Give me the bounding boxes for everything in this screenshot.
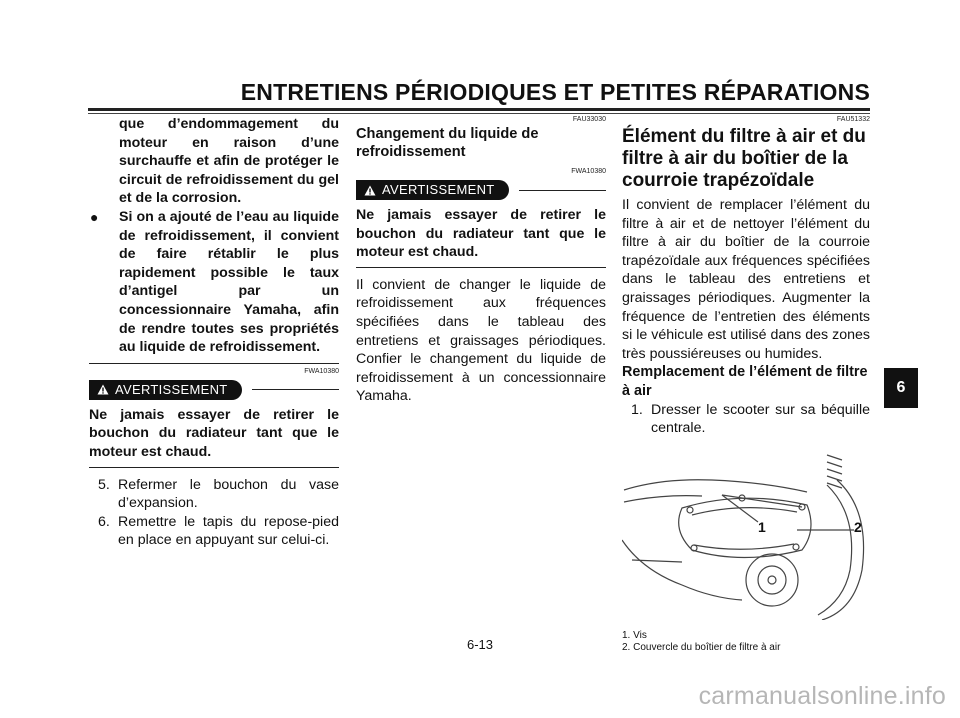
section-heading: Élément du filtre à air et du filtre à air du boîtier de la courroie trapézoïdale [622,126,866,191]
step-text: Refermer le bouchon du vase d’expansion. [118,476,339,512]
body-text: Il convient de remplacer l’élément du filtre à air et de nettoyer l’élément du filtre à air du boîtier de la courroie trapézoïdale aux fréquences spécifiées dans le tableau des entretiens et graissages périodiques. Augmenter la fréquence de l’entretien des éléments si le véhicule est utilisé dans des zones très poussiéreuses ou humides. [622,197,870,362]
bullet-item [89,208,339,357]
warning-text: Ne jamais essayer de retirer le bouchon du radiateur tant que le moteur est chaud. [356,207,606,261]
step-number: 1. [631,401,643,418]
warning-code: FWA10380 [304,367,339,375]
step-number: 5. [98,476,110,493]
bullet-text: Si on a ajouté de l’eau au liquide de refroidissement, il convient de faire rétablir le plus rapidement possible le taux d’antigel par un concessionnaire Yamaha, afin de rendre toutes ses propriétés au liquide de refroidissement. [119,208,339,356]
divider [89,467,339,468]
continued-bullet-text: que d’endommagement du moteur en raison d’une surchauffe et afin de protéger le circuit de refroidissement du gel et de la corrosion. [119,116,339,207]
callout-1: 1 [758,518,766,535]
subheading: Remplacement de l’élément de filtre à air [622,364,868,399]
step-text: Dresser le scooter sur sa béquille centrale. [651,401,870,437]
step-item [89,476,339,513]
page-number: 6-13 [466,637,494,652]
warning-triangle-icon [364,185,376,196]
section-heading: Changement du liquide de refroidissement [356,126,539,160]
page-header-title: ENTRETIENS PÉRIODIQUES ET PETITES RÉPARATIONS [240,79,870,105]
warning-line [519,190,607,191]
warning-banner [356,178,606,202]
step-text: Remettre le tapis du repose-pied en place en appuyant sur celui-ci. [118,513,339,549]
column-middle [356,115,606,406]
section-code: FAU51332 [836,116,870,123]
section-code: FAU33030 [572,116,606,123]
warning-label: AVERTISSEMENT [115,381,228,397]
step-item [622,401,870,438]
caption-line: 1. Vis [622,629,647,641]
warning-tag [89,380,242,400]
watermark: carmanualsonline.info [698,682,946,710]
warning-code: FWA10380 [571,168,606,175]
step-number: 6. [98,513,110,530]
warning-banner [89,378,339,402]
chapter-tab: 6 [884,368,918,408]
warning-label: AVERTISSEMENT [382,182,495,197]
header-rule-thick [88,108,870,111]
caption-line: 2. Couvercle du boîtier de filtre à air [622,642,781,654]
divider [89,363,339,364]
header-rule-thin [88,113,870,114]
scooter-illustration [622,450,870,620]
page-header [88,75,870,117]
warning-triangle-icon [97,384,109,395]
column-left [89,115,339,550]
divider [356,267,606,268]
callout-2: 2 [854,518,862,535]
warning-tag [356,180,509,200]
bullet-dot-icon: ● [90,208,99,225]
air-filter-drawing [622,450,870,620]
warning-line [252,389,340,390]
column-right [622,115,870,655]
step-item [89,513,339,550]
body-text: Il convient de changer le liquide de refroidissement aux fréquences spécifiées dans le tableau des entretiens et graissages périodiques. Confier le changement du liquide de refroidissement à un concessionnaire Yamaha. [356,276,606,405]
warning-text: Ne jamais essayer de retirer le bouchon du radiateur tant que le moteur est chaud. [89,406,339,460]
